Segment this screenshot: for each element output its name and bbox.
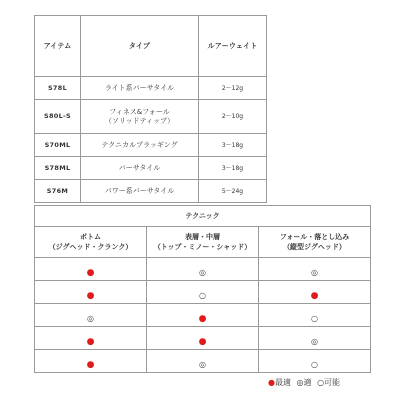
spec-row	[35, 134, 267, 157]
legend-good	[297, 378, 312, 387]
technique-row	[35, 327, 371, 350]
technique-cell	[259, 327, 371, 350]
technique-row	[35, 281, 371, 304]
spec-type-line: フィネス&フォール	[109, 107, 170, 116]
rating-best-mark: ●	[310, 290, 319, 301]
rating-best-mark: ●	[86, 336, 95, 347]
spec-weight-cell: 2～12g	[199, 77, 267, 100]
technique-column-header-line: （縦型ジグヘッド）	[283, 243, 346, 251]
spec-body	[35, 77, 267, 203]
legend-ok	[317, 378, 340, 387]
technique-body	[35, 258, 371, 373]
rating-best-mark: ●	[86, 290, 95, 301]
spec-type-cell	[81, 134, 199, 157]
technique-cell	[35, 304, 147, 327]
technique-column-header-line: （トップ・ミノー・シャッド）	[153, 243, 252, 251]
rating-best-mark: ●	[198, 313, 207, 324]
legend-good-label: 適	[303, 378, 312, 387]
technique-group-title: テクニック	[35, 206, 371, 227]
rating-good-mark: ◎	[311, 267, 318, 277]
spec-weight-cell: 5～24g	[199, 180, 267, 203]
technique-cell	[35, 281, 147, 304]
rating-good-mark: ◎	[311, 336, 318, 346]
technique-cell	[259, 304, 371, 327]
spec-type-line: バーサタイル	[118, 163, 161, 172]
technique-table	[34, 205, 371, 373]
spec-model-cell: S78L	[35, 77, 81, 100]
technique-cell	[259, 350, 371, 373]
technique-column-header	[35, 227, 147, 258]
legend-best-symbol: ●	[268, 378, 275, 387]
spec-header-weight: ルアーウェイト	[199, 16, 267, 77]
spec-type-cell	[81, 157, 199, 180]
rating-best-mark: ●	[86, 267, 95, 278]
technique-row	[35, 350, 371, 373]
spec-type-cell	[81, 180, 199, 203]
spec-row	[35, 100, 267, 134]
technique-cell	[147, 304, 259, 327]
legend	[268, 377, 343, 388]
technique-column-header	[259, 227, 371, 258]
spec-model-cell: S78ML	[35, 157, 81, 180]
spec-model-cell: S76M	[35, 180, 81, 203]
spec-type-line: （ソリッドティップ）	[104, 116, 175, 125]
technique-cell	[147, 327, 259, 350]
rating-ok-mark: ○	[311, 359, 318, 369]
technique-cell	[35, 258, 147, 281]
legend-best-label: 最適	[274, 378, 291, 387]
spec-type-cell	[81, 100, 199, 134]
technique-row	[35, 258, 371, 281]
technique-cell	[147, 258, 259, 281]
spec-header-type: タイプ	[81, 16, 199, 77]
spec-table	[34, 15, 267, 203]
technique-cell	[35, 350, 147, 373]
technique-column-header-line: ボトム	[80, 233, 101, 241]
spec-weight-cell: 3～18g	[199, 157, 267, 180]
technique-row	[35, 304, 371, 327]
technique-cell	[147, 350, 259, 373]
spec-header-row	[35, 16, 267, 77]
spec-type-line: ライト系バーサタイル	[104, 83, 175, 92]
technique-group-row	[35, 206, 371, 227]
rating-ok-mark: ○	[199, 290, 206, 300]
technique-cell	[35, 327, 147, 350]
legend-best	[268, 378, 291, 387]
spec-type-line: パワー系バーサタイル	[104, 186, 175, 195]
spec-header-item: アイテム	[35, 16, 81, 77]
rating-good-mark: ◎	[199, 359, 206, 369]
spec-row	[35, 180, 267, 203]
rating-good-mark: ◎	[87, 313, 94, 323]
spec-row	[35, 77, 267, 100]
spec-model-cell: S80L-S	[35, 100, 81, 134]
rating-ok-mark: ○	[311, 313, 318, 323]
rating-best-mark: ●	[198, 336, 207, 347]
technique-cell	[259, 258, 371, 281]
rating-good-mark: ◎	[199, 267, 206, 277]
technique-column-header-line: （ジグヘッド・クランク）	[48, 243, 133, 251]
spec-model-cell: S70ML	[35, 134, 81, 157]
technique-column-header-line: フォール・落とし込み	[279, 233, 350, 241]
legend-good-symbol: ◎	[296, 378, 304, 387]
technique-cell	[259, 281, 371, 304]
technique-column-header-line: 表層・中層	[185, 233, 220, 241]
spec-type-line: テクニカルプラッギング	[101, 140, 178, 149]
legend-ok-symbol: ○	[317, 378, 325, 387]
spec-weight-cell: 2～10g	[199, 100, 267, 134]
technique-column-header-row	[35, 227, 371, 258]
spec-type-cell	[81, 77, 199, 100]
technique-column-header	[147, 227, 259, 258]
rating-best-mark: ●	[86, 359, 95, 370]
legend-ok-label: 可能	[324, 378, 341, 387]
technique-cell	[147, 281, 259, 304]
spec-weight-cell: 3～18g	[199, 134, 267, 157]
spec-row	[35, 157, 267, 180]
